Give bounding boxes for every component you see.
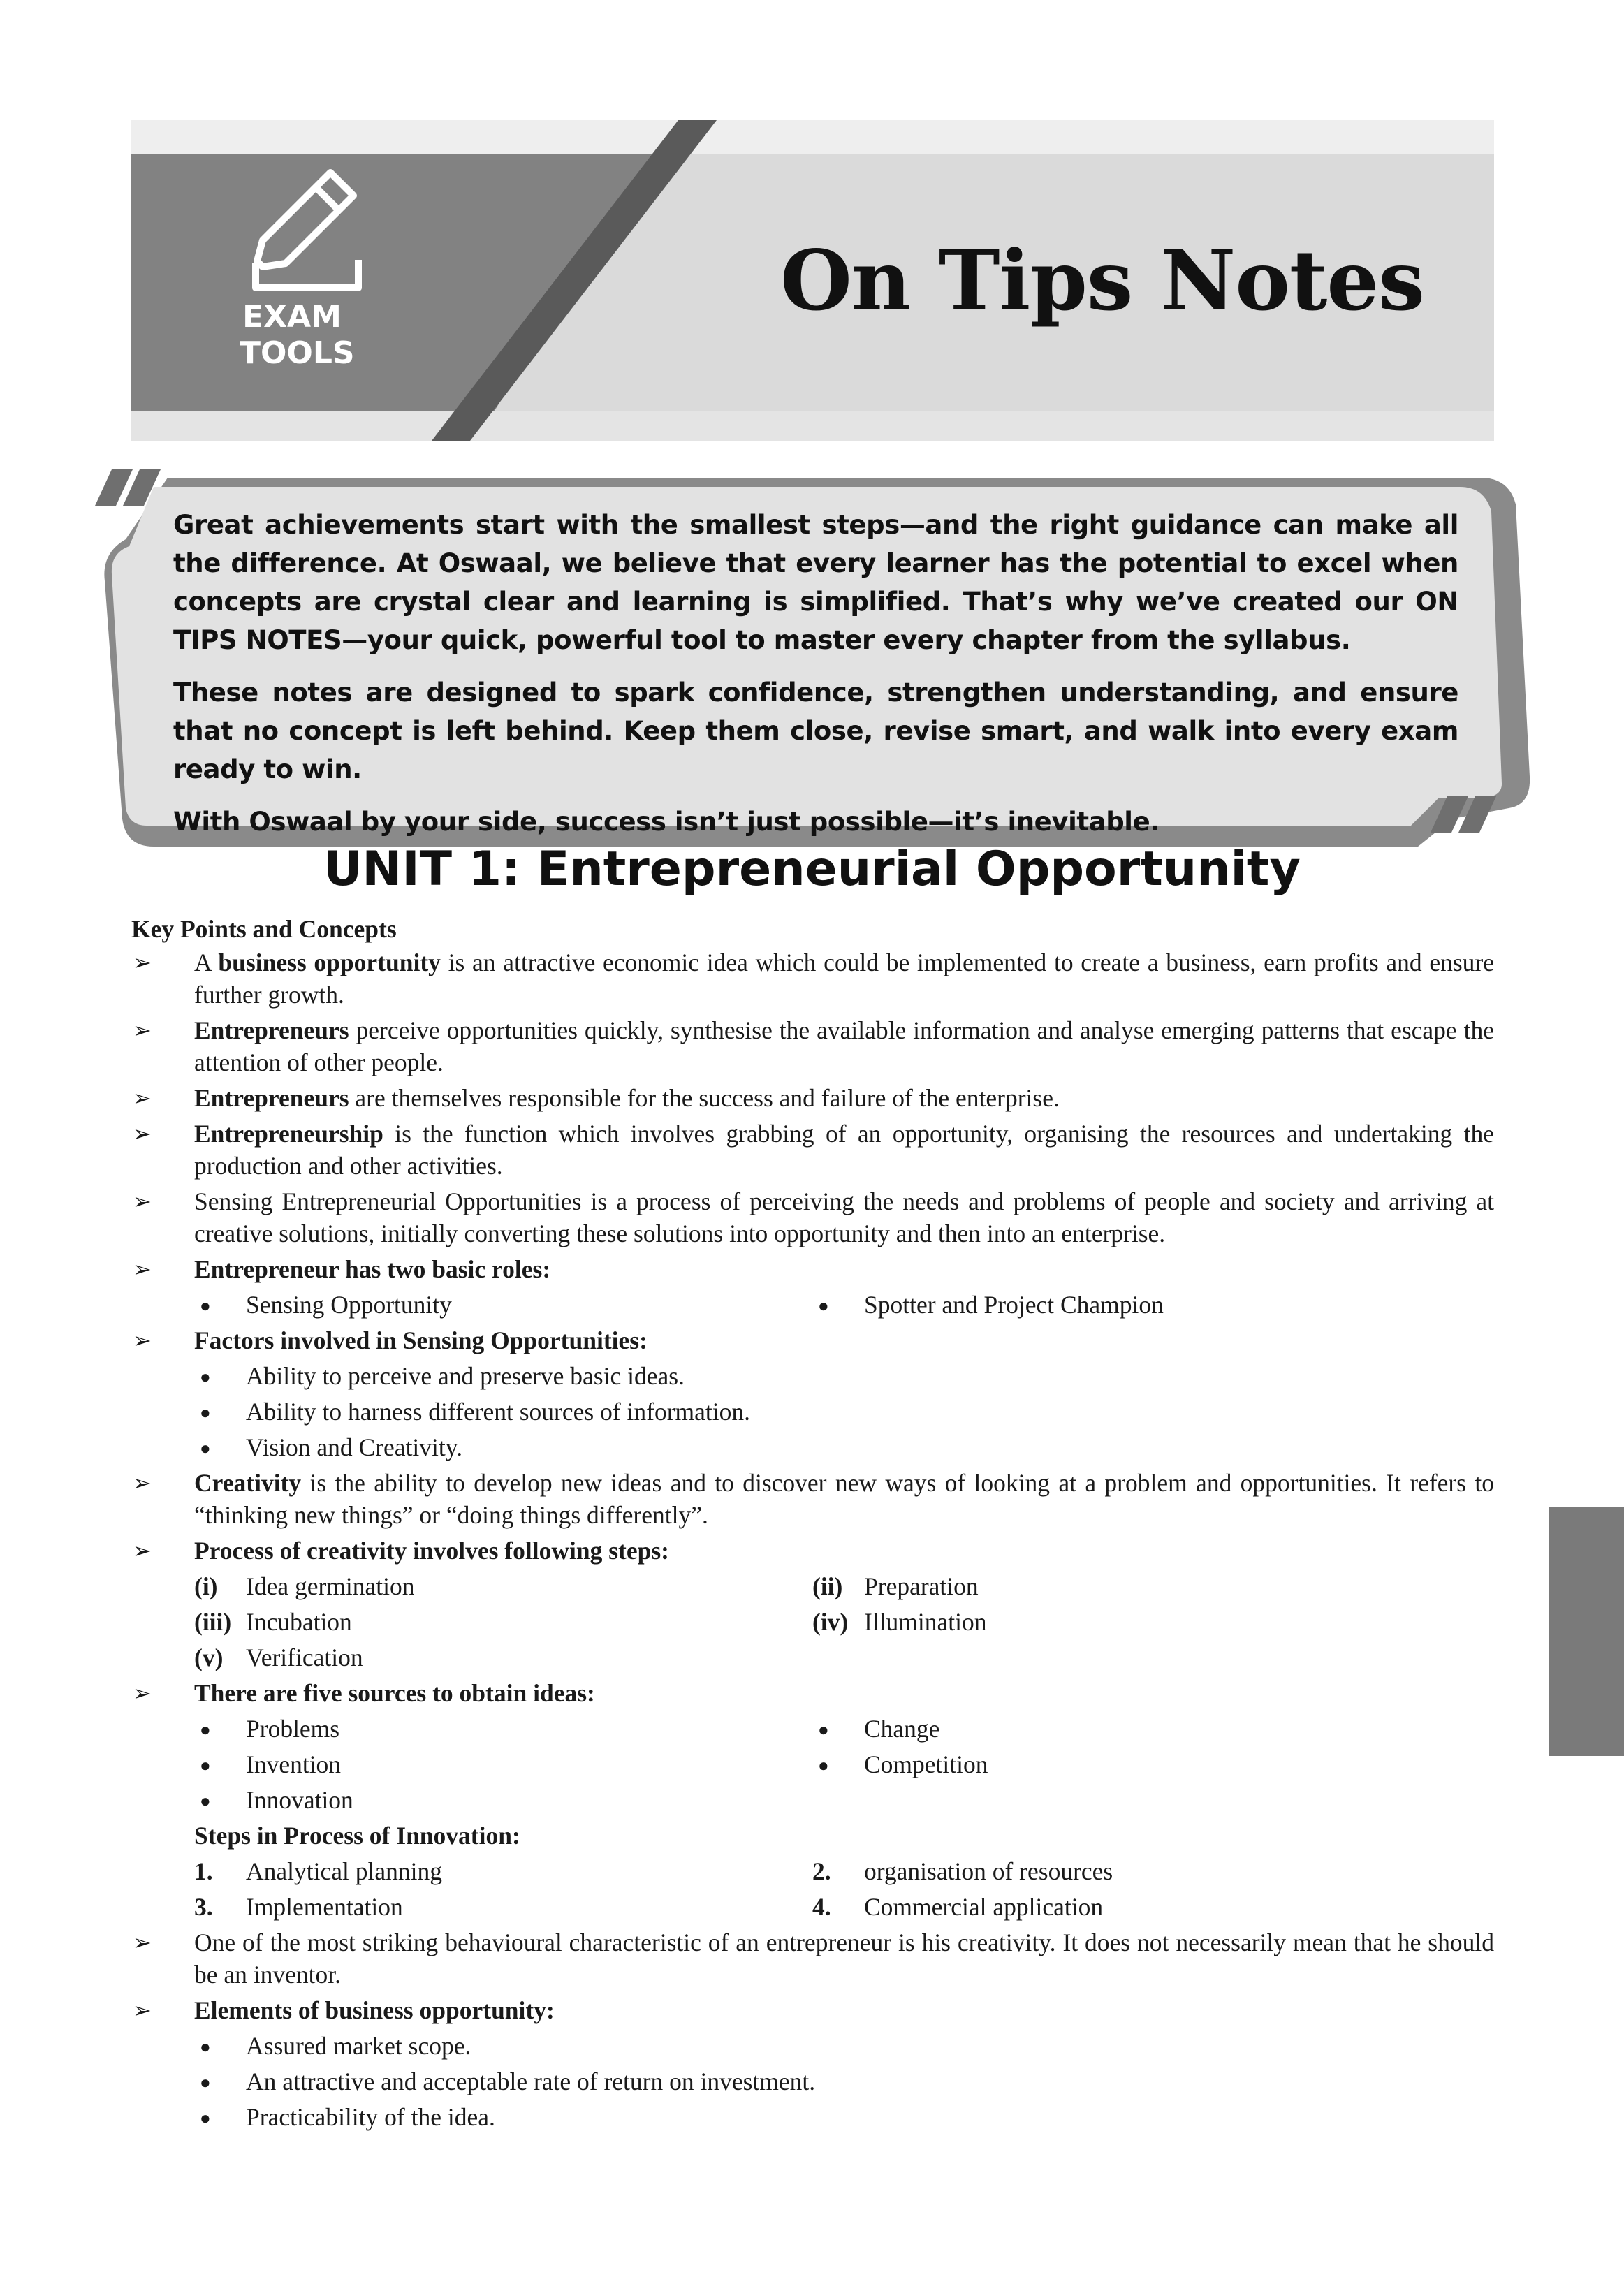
sub-item: (v) Verification [194,1644,363,1671]
sub-item: 1. Analytical planning [194,1857,442,1885]
sub-item: ● Assured market scope. [194,2030,471,2063]
header-banner [131,120,1494,441]
intro-box [91,469,1537,847]
arrow-bullet-icon: ➢ [133,1188,152,1215]
arrow-bullet-icon: ➢ [133,1470,152,1496]
list-item: ➢ Sensing Entrepreneurial Opportunities is a process of perceiving the needs and problems of people and society and arriving at creative solutions, initially converting these solutions into opportunity and then into an enterprise. [131,1185,1494,1250]
intro-text [173,506,1458,855]
sub-item: ● Innovation [194,1784,353,1817]
bullet-dot-icon: ● [200,2037,211,2057]
list-item: ➢ Process of creativity involves following steps: [131,1535,1494,1567]
arrow-bullet-icon: ➢ [133,1929,152,1956]
bullet-dot-icon: ● [200,2072,211,2093]
list-item: ➢ Elements of business opportunity: [131,1994,1494,2026]
two-column-row [131,1891,1494,1926]
arrow-bullet-icon: ➢ [133,949,152,976]
single-row [131,1396,1494,1431]
list-item: ➢ Entrepreneurs are themselves responsible for the success and failure of the enterprise. [131,1082,1494,1114]
arrow-bullet-icon: ➢ [133,1085,152,1111]
sub-item: ● Ability to harness different sources of information. [194,1396,750,1429]
notes-content [131,913,1494,2137]
bullet-dot-icon: ● [818,1755,829,1776]
arrow-bullet-icon: ➢ [133,1327,152,1354]
arrow-bullet-icon: ➢ [133,1997,152,2023]
list-item: ➢ Entrepreneur has two basic roles: [131,1253,1494,1285]
unit-title: UNIT 1: Entrepreneurial Opportunity [323,842,1301,897]
sub-item: 3. Implementation [194,1893,403,1921]
arrow-bullet-icon: ➢ [133,1680,152,1706]
sub-item: ● Change [812,1713,939,1746]
list-item: ➢ Factors involved in Sensing Opportunities: [131,1324,1494,1356]
sub-item: (ii) Preparation [812,1572,979,1600]
bullet-dot-icon: ● [200,1755,211,1776]
single-row [131,2030,1494,2065]
bullet-dot-icon: ● [200,2108,211,2128]
bullet-dot-icon: ● [200,1296,211,1316]
sub-item: 4. Commercial application [812,1893,1104,1921]
two-column-row [131,1855,1494,1891]
section-heading: Key Points and Concepts [131,915,397,943]
sub-item: ● Competition [812,1748,988,1782]
arrow-bullet-icon: ➢ [133,1017,152,1044]
arrow-bullet-icon: ➢ [133,1256,152,1282]
list-item: ➢ One of the most striking behavioural characteristic of an entrepreneur is his creativity. It does not necessarily mean that he should be an inventor. [131,1926,1494,1991]
intro-paragraph: With Oswaal by your side, success isn’t just possible—it’s inevitable. [173,807,1160,837]
sub-heading: Steps in Process of Innovation: [194,1822,520,1850]
side-tab [1549,1507,1624,1756]
badge-line-2: TOOLS [240,335,355,371]
exam-tools-badge [240,299,355,372]
intro-paragraph: Great achievements start with the smallest steps—and the right guidance can make all the difference. At Oswaal, we believe that every learner has the potential to excel when concepts are crystal clear and learning is simplified. That’s why we’ve created our ON TIPS NOTES—your quick, powerful tool to master every chapter from the syllabus. [173,510,1458,655]
sub-item: (i) Idea germination [194,1572,415,1600]
bullet-dot-icon: ● [818,1720,829,1740]
list-item: ➢ There are five sources to obtain ideas: [131,1677,1494,1709]
sub-item: (iv) Illumination [812,1608,987,1636]
sub-item: ● Sensing Opportunity [194,1289,452,1322]
list-item: ➢ A business opportunity is an attractive economic idea which could be implemented to create a business, earn profits and ensure further growth. [131,946,1494,1011]
single-row [131,1784,1494,1820]
sub-item: ● Problems [194,1713,339,1746]
bullet-dot-icon: ● [200,1403,211,1423]
sub-item: 2. organisation of resources [812,1857,1113,1885]
list-item: ➢ Entrepreneurs perceive opportunities quickly, synthesise the available information and analyse emerging patterns that escape the attention of other people. [131,1014,1494,1078]
sub-item: ● Invention [194,1748,341,1782]
two-column-row [131,1289,1494,1324]
arrow-bullet-icon: ➢ [133,1537,152,1564]
single-row [131,1431,1494,1467]
single-row [131,2101,1494,2137]
list-item: ➢ Creativity is the ability to develop new ideas and to discover new ways of looking at a problem and opportunities. It refers to “thinking new things” or “doing things differently”. [131,1467,1494,1531]
sub-item: ● Ability to perceive and preserve basic ideas. [194,1360,685,1393]
sub-item: ● Practicability of the idea. [194,2101,495,2135]
bullet-dot-icon: ● [200,1367,211,1387]
sub-item: (iii) Incubation [194,1608,352,1636]
page-title: On Tips Notes [780,232,1424,329]
bullet-dot-icon: ● [200,1791,211,1811]
single-row [131,1360,1494,1396]
bullet-dot-icon: ● [818,1296,829,1316]
two-column-row [131,1748,1494,1784]
arrow-bullet-icon: ➢ [133,1120,152,1147]
single-row [131,1641,1494,1677]
single-row [131,2065,1494,2101]
sub-item: ● Vision and Creativity. [194,1431,462,1465]
sub-item: ● Spotter and Project Champion [812,1289,1164,1322]
sub-item: ● An attractive and acceptable rate of return on investment. [194,2065,815,2099]
bullet-dot-icon: ● [200,1720,211,1740]
intro-paragraph: These notes are designed to spark confidence, strengthen understanding, and ensure that no concept is left behind. Keep them close, revise smart, and walk into every exam ready to win. [173,678,1458,784]
two-column-row [131,1606,1494,1641]
two-column-row [131,1570,1494,1606]
bullet-dot-icon: ● [200,1438,211,1458]
two-column-row [131,1713,1494,1748]
badge-line-1: EXAM [242,299,342,335]
list-item: ➢ Entrepreneurship is the function which involves grabbing of an opportunity, organising the resources and undertaking the production and other activities. [131,1118,1494,1182]
